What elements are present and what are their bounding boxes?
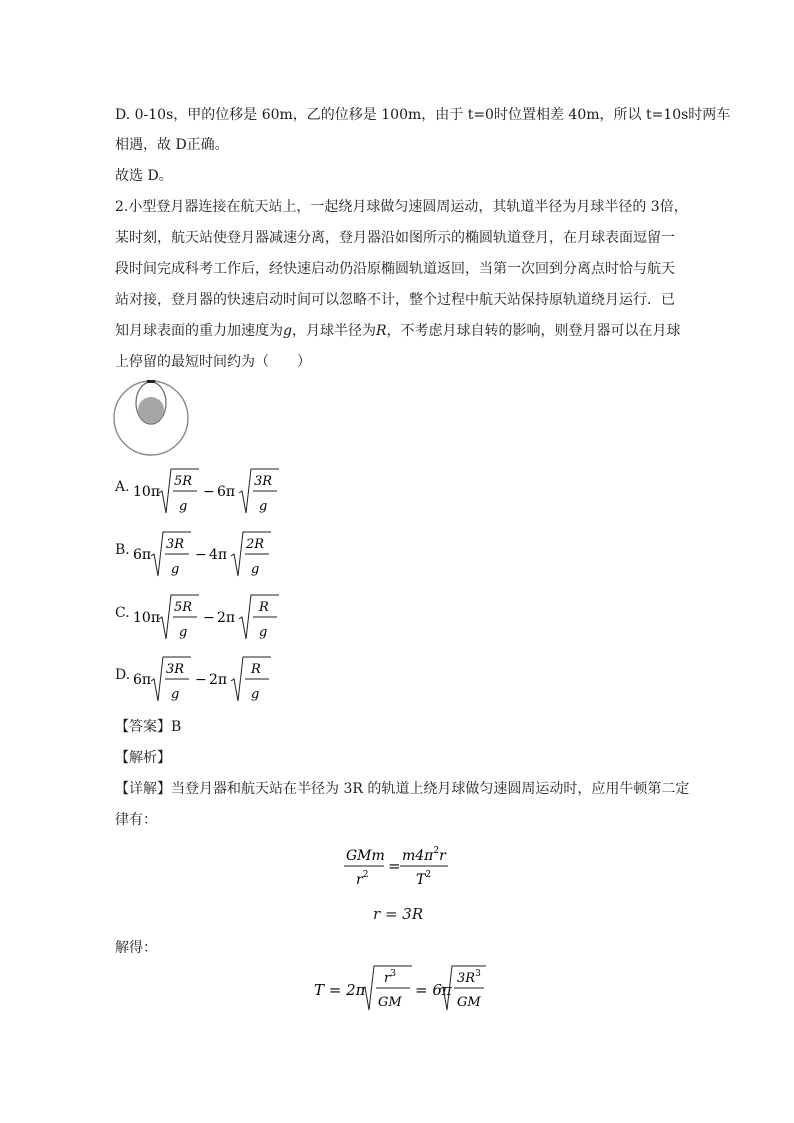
equation-period (312, 962, 487, 1016)
analysis-label: 【解析】 (115, 750, 171, 766)
eq3-mid: = 6π (415, 981, 452, 999)
eq3-den-2: GM (457, 995, 481, 1010)
numerator-1: 5R (174, 600, 193, 615)
coefficient-2: 4π (209, 547, 228, 563)
option-label: B. (115, 542, 130, 558)
orbit-diagram (110, 378, 192, 460)
numerator-2: 3R (254, 474, 273, 489)
prev-conclusion: 故选 D。 (115, 168, 173, 184)
eq1-rhs-den: $T^2$ (416, 870, 432, 888)
option-formula (133, 589, 303, 645)
var-R: R (375, 323, 387, 339)
option-label: D. (115, 667, 131, 683)
question-line-1: 2.小型登月器连接在航天站上，一起绕月球做匀速圆周运动，其轨道半径为月球半径的 3倍， (115, 199, 688, 215)
eq1-lhs-den: $r^2$ (356, 870, 369, 888)
operator: − (195, 672, 207, 688)
coefficient-1: 6π (133, 547, 152, 563)
detail-line-1: 【详解】当登月器和航天站在半径为 3R 的轨道上绕月球做匀速圆周运动时，应用牛顿第二定 (115, 781, 690, 797)
question-line-4: 站对接，登月器的快速启动时间可以忽略不计，整个过程中航天站保持原轨道绕月运行．已 (115, 292, 675, 308)
question-line-2: 某时刻，航天站使登月器减速分离，登月器沿如图所示的椭圆轨道登月，在月球表面逗留一 (115, 230, 675, 246)
numerator-2: R (251, 662, 261, 677)
eq3-num-1: $r^3$ (384, 969, 396, 986)
option-formula (133, 463, 303, 519)
option-formula (133, 526, 303, 582)
coefficient-1: 10π (133, 484, 161, 500)
numerator-1: 3R (166, 662, 185, 677)
denominator-1: g (171, 687, 180, 702)
option-formula (133, 651, 303, 707)
numerator-2: R (259, 600, 269, 615)
equation-radius: r = 3R (373, 905, 424, 923)
question-line-5: 知月球表面的重力加速度为g，月球半径为R，不考虑月球自转的影响，则登月器可以在月球 (115, 323, 681, 339)
denominator-1: g (179, 499, 188, 514)
question-line-3: 段时间完成科考工作后，经快速启动仍沿原椭圆轨道返回，当第一次回到分离点时恰与航天 (115, 261, 675, 277)
option-label: C. (115, 605, 130, 621)
coefficient-1: 10π (133, 610, 161, 626)
denominator-2: g (259, 625, 268, 640)
solve-label: 解得： (115, 940, 157, 956)
operator: − (203, 610, 215, 626)
prev-line-1: D. 0-10s，甲的位移是 60m，乙的位移是 100m，由于 t=0时位置相差 40m，所以 t=10s时两车 (115, 107, 731, 123)
detail-line-2: 律有： (115, 812, 157, 828)
operator: − (195, 547, 207, 563)
eq3-den-1: GM (378, 995, 402, 1010)
equation-newton (340, 843, 460, 891)
eq1-lhs-num: GMm (346, 848, 385, 864)
denominator-2: g (251, 562, 260, 577)
eq3-lhs: T = 2π (314, 981, 366, 999)
eq1-equals: = (388, 857, 401, 875)
eq1-rhs-num: $m4\pi^2r$ (402, 846, 446, 864)
coefficient-2: 2π (209, 672, 228, 688)
denominator-1: g (171, 562, 180, 577)
coefficient-2: 2π (217, 610, 236, 626)
coefficient-2: 6π (217, 484, 236, 500)
moon-body (138, 397, 164, 423)
prev-line-2: 相遇，故 D正确。 (115, 137, 229, 153)
denominator-2: g (259, 499, 268, 514)
numerator-2: 2R (246, 537, 265, 552)
lander-marker (147, 380, 155, 383)
eq3-num-2: $3R^3$ (457, 969, 481, 986)
numerator-1: 3R (166, 537, 185, 552)
denominator-1: g (179, 625, 188, 640)
numerator-1: 5R (174, 474, 193, 489)
answer-label: 【答案】B (115, 719, 182, 735)
question-line-6: 上停留的最短时间约为（ ） (115, 354, 311, 370)
option-label: A. (115, 479, 130, 495)
operator: − (203, 484, 215, 500)
var-g: g (283, 323, 292, 339)
denominator-2: g (251, 687, 260, 702)
coefficient-1: 6π (133, 672, 152, 688)
